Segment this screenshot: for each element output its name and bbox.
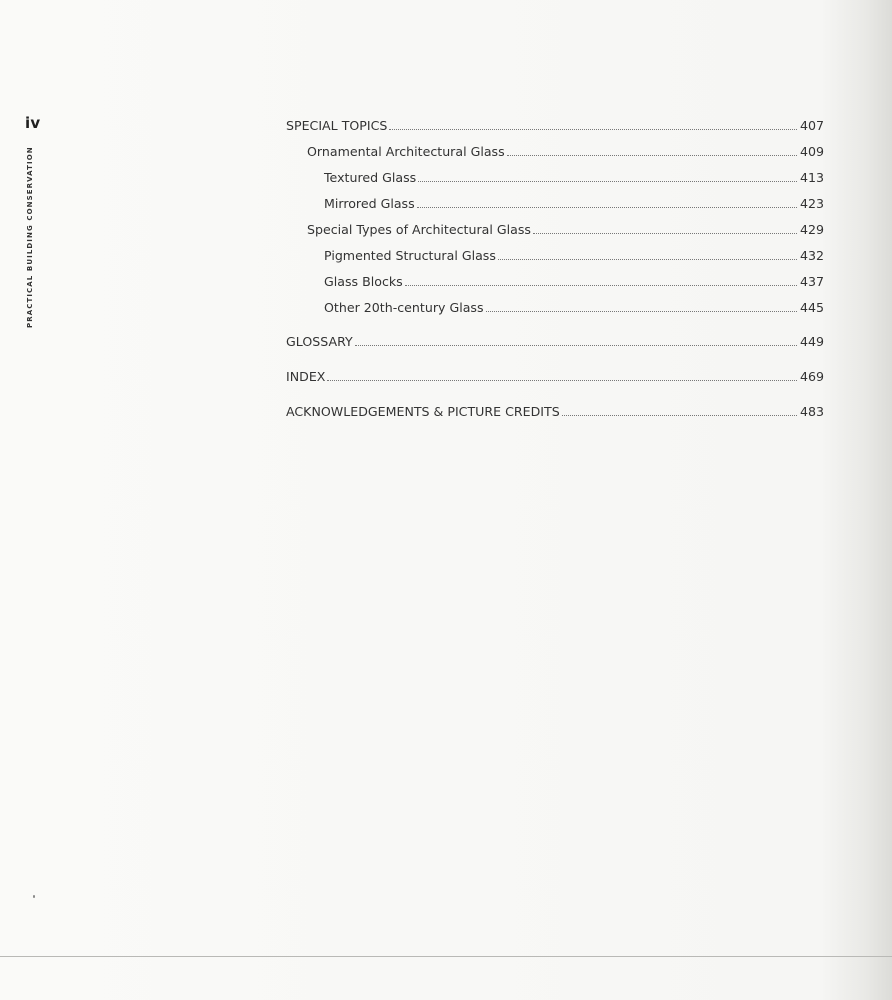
toc-entry-page: 483 (799, 404, 824, 419)
dot-leader (389, 128, 797, 130)
table-of-contents (286, 116, 824, 422)
dot-leader (418, 180, 797, 182)
toc-entry-label: GLOSSARY (286, 334, 353, 349)
toc-entry-label: Textured Glass (324, 170, 417, 185)
toc-entry-label: INDEX (286, 369, 326, 384)
dot-leader (327, 379, 797, 381)
toc-entry-page: 469 (799, 369, 824, 384)
toc-entry-special-topics (286, 116, 824, 136)
running-head: PRACTICAL BUILDING CONSERVATION (26, 146, 34, 328)
toc-entry-label: ACKNOWLEDGEMENTS & PICTURE CREDITS (286, 404, 560, 419)
toc-entry-special-types-glass (286, 220, 824, 240)
toc-entry-page: 413 (799, 170, 824, 185)
toc-entry-page: 445 (799, 300, 824, 315)
dot-leader (355, 344, 797, 346)
paper-speck (33, 895, 35, 898)
toc-entry-label: Special Types of Architectural Glass (307, 222, 531, 237)
page-number: iv (25, 114, 41, 132)
toc-entry-index (286, 367, 824, 387)
toc-entry-page: 449 (799, 334, 824, 349)
dot-leader (405, 284, 797, 286)
toc-entry-other-glass (286, 298, 824, 318)
toc-entry-label: Glass Blocks (324, 274, 403, 289)
toc-entry-label: Ornamental Architectural Glass (307, 144, 505, 159)
toc-entry-label: Pigmented Structural Glass (324, 248, 496, 263)
dot-leader (498, 258, 797, 260)
toc-entry-label: Mirrored Glass (324, 196, 415, 211)
toc-entry-page: 407 (799, 118, 824, 133)
toc-entry-page: 437 (799, 274, 824, 289)
dot-leader (562, 414, 797, 416)
toc-entry-textured-glass (286, 168, 824, 188)
toc-entry-acknowledgements (286, 402, 824, 422)
toc-entry-page: 429 (799, 222, 824, 237)
toc-entry-page: 409 (799, 144, 824, 159)
dot-leader (533, 232, 797, 234)
dot-leader (507, 154, 797, 156)
toc-entry-label: Other 20th-century Glass (324, 300, 484, 315)
toc-entry-glass-blocks (286, 272, 824, 292)
page-edge-rule (0, 956, 892, 957)
toc-entry-page: 423 (799, 196, 824, 211)
dot-leader (417, 206, 797, 208)
toc-entry-pigmented-glass (286, 246, 824, 266)
toc-entry-glossary (286, 332, 824, 352)
toc-entry-ornamental-glass (286, 142, 824, 162)
toc-entry-mirrored-glass (286, 194, 824, 214)
toc-entry-page: 432 (799, 248, 824, 263)
dot-leader (486, 310, 797, 312)
toc-entry-label: SPECIAL TOPICS (286, 118, 388, 133)
